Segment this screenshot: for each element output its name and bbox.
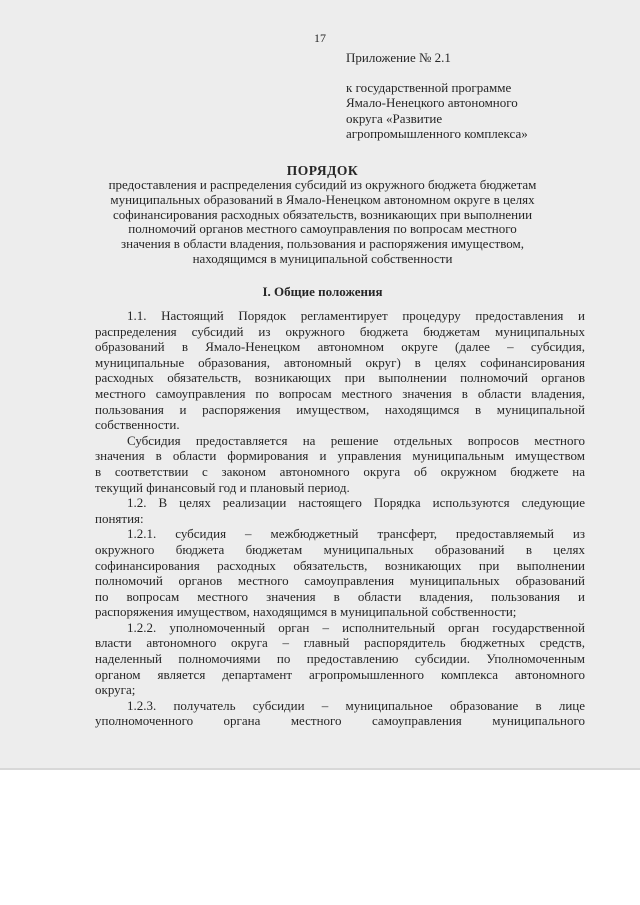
text-line: окружного бюджета бюджетам муниципальных образований в целях xyxy=(95,541,585,557)
document-subtitle-line: значения в области владения, пользования и распоряжения имуществом, xyxy=(121,236,524,252)
annex-subtitle xyxy=(346,80,606,142)
annex-block xyxy=(346,50,606,142)
section-heading: I. Общие положения xyxy=(262,284,383,299)
document-subtitle-line: находящимся в муниципальной собственности xyxy=(192,250,453,266)
text-line: Субсидия предоставляется на решение отдельных вопросов местного xyxy=(127,432,585,448)
paragraph-1-2-2 xyxy=(95,620,585,698)
text-line: по вопросам местного значения в области владения, пользования и xyxy=(95,588,585,604)
section-body xyxy=(95,308,585,729)
text-line: текущий финансовый год и плановый период. xyxy=(95,479,350,495)
text-line: распоряжения имуществом, находящимся в муниципальной собственности; xyxy=(95,604,517,620)
document-subtitle-line: софинансирования расходных обязательств, возникающих при выполнении xyxy=(112,206,533,222)
text-line: собственности. xyxy=(95,417,180,433)
annex-subtitle-line: округа «Развитие xyxy=(346,110,443,126)
document-subtitle xyxy=(60,178,585,267)
document-subtitle-line: полномочий органов местного самоуправления по вопросам местного xyxy=(128,221,517,237)
paragraph-1-2-3 xyxy=(95,698,585,729)
text-line: полномочий органов местного самоуправления муниципальных образований xyxy=(95,573,585,589)
text-line: образований в Ямало-Ненецком автономном округе (далее – субсидия, xyxy=(95,339,585,355)
paragraph-1-2 xyxy=(95,495,585,526)
text-line: 1.1. Настоящий Порядок регламентирует процедуру предоставления и xyxy=(127,308,585,323)
document-title: ПОРЯДОК xyxy=(286,163,359,178)
text-line: 1.2.1. субсидия – межбюджетный трансферт, предоставляемый из xyxy=(127,526,585,542)
document-subtitle-line: муниципальных образований в Ямало-Ненецком автономном округе в целях xyxy=(110,191,535,207)
paragraph-subsidy xyxy=(95,433,585,495)
text-line: софинансирования расходных обязательств, возникающих при выполнении xyxy=(95,557,585,573)
text-line: местного самоуправления по вопросам местного значения в области владения, xyxy=(95,385,585,401)
text-line: 1.2. В целях реализации настоящего Порядка используются следующие xyxy=(127,495,585,511)
page-edge-divider xyxy=(0,768,640,770)
text-line: в соответствии с законом автономного округа об окружном бюджете на xyxy=(95,463,585,479)
paragraph-1-1 xyxy=(95,308,585,433)
text-line: наделенный полномочиями по предоставлению субсидии. Уполномоченным xyxy=(95,651,585,667)
text-line: понятия: xyxy=(95,510,144,526)
text-line: 1.2.2. уполномоченный орган – исполнительный орган государственной xyxy=(127,619,585,635)
text-line: муниципальные образования, автономный округ) в целях софинансирования xyxy=(95,354,585,370)
text-line: пользования и распоряжения имуществом, находящимся в муниципальной xyxy=(95,401,585,417)
text-line: расходных обязательств, возникающих при выполнении полномочий органов xyxy=(95,370,585,386)
text-line: значения в области формирования и управления муниципальным имуществом xyxy=(95,448,585,464)
annex-subtitle-line: к государственной программе xyxy=(346,79,512,95)
annex-subtitle-line: агропромышленного комплекса» xyxy=(346,126,528,141)
text-line: распределения субсидий из окружного бюджета бюджетам муниципальных xyxy=(95,323,585,339)
text-line: власти автономного округа – главный распорядитель бюджетных средств, xyxy=(95,635,585,651)
annex-title: Приложение № 2.1 xyxy=(346,50,451,65)
text-line: округа; xyxy=(95,682,136,698)
text-line: органом является департамент агропромышленного комплекса автономного xyxy=(95,666,585,682)
text-line: уполномоченного органа местного самоуправления муниципального xyxy=(95,713,585,729)
paragraph-1-2-1 xyxy=(95,526,585,620)
page-number: 17 xyxy=(314,31,326,45)
document-subtitle-line: предоставления и распределения субсидий из окружного бюджета бюджетам xyxy=(108,177,537,192)
text-line: 1.2.3. получатель субсидии – муниципальное образование в лице xyxy=(127,697,585,713)
annex-subtitle-line: Ямало-Ненецкого автономного xyxy=(346,95,518,110)
